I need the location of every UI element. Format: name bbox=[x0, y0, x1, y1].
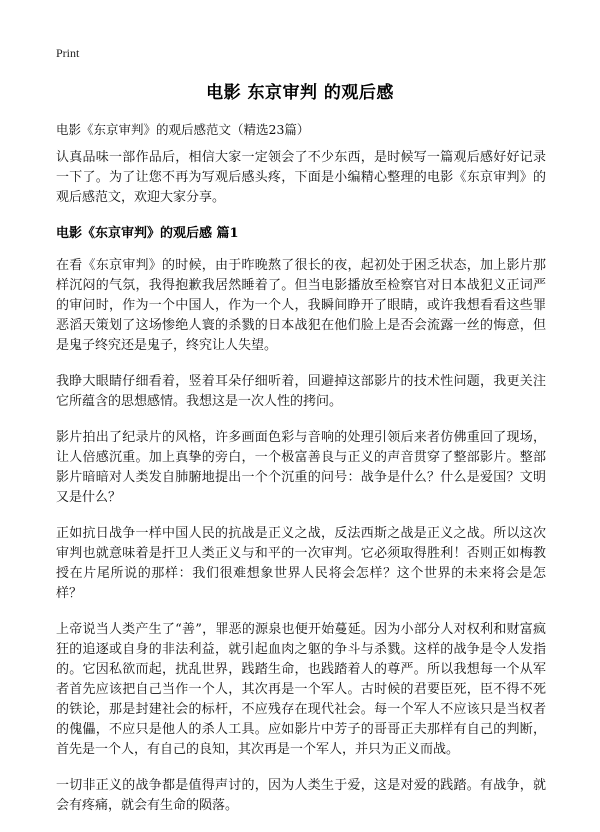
article-paragraph-6: 一切非正义的战争都是值得声讨的，因为人类生于爱，这是对爱的践踏。有战争，就会有疼痛，就会有生命的陨落。 bbox=[56, 778, 546, 813]
article-paragraph-4: 正如抗日战争一样中国人民的抗战是正义之战，反法西斯之战是正义之战。所以这次审判也就意味着是扞卫人类正义与和平的一次审判。它必须取得胜利！否则正如梅教授在片尾所说的那样：我们很难想象世界人民将会怎样？这个世界的未来将会是怎样？ bbox=[56, 526, 546, 601]
intro-paragraph: 认真品味一部作品后，相信大家一定领会了不少东西，是时候写一篇观后感好好记录一下了。为了让您不再为写观后感头疼，下面是小编精心整理的电影《东京审判》的观后感范文，欢迎大家分享。 bbox=[56, 150, 546, 205]
article-paragraph-5: 上帝说当人类产生了“善”，罪恶的源泉也便开始蔓延。因为小部分人对权利和财富疯狂的追逐或自身的非法利益，就引起血肉之躯的争斗与杀戮。这样的战争是令人发指的。它因私欲而起，扰乱世界，践踏生命，也践踏着人的尊严。所以我想每一个从军者首先应该把自己当作一个人，其次再是一个军人。古时候的君要臣死，臣不得不死的铁论，那是封建社会的标杆，不应残存在现代社会。每一个军人不应该只是当权者的傀儡，不应只是他人的杀人工具。应如影片中芳子的哥哥正夫那样有自己的判断，首先是一个人，有自己的良知，其次再是一个军人，并只为正义而战。 bbox=[56, 622, 546, 757]
article-body bbox=[56, 148, 546, 832]
article-paragraph-1: 在看《东京审判》的时候，由于昨晚熬了很长的夜，起初处于困乏状态，加上影片那样沉闷的气氛，我得抱歉我居然睡着了。但当电影播放至检察官对日本战犯义正词严的审问时，作为一个中国人，作为一个人，我瞬间睁开了眼睛，或许我想看看这些罪恶滔天策划了这场惨绝人寰的杀戮的日本战犯在他们脸上是否会流露一丝的悔意，但是鬼子终究还是鬼子，终究让人失望。 bbox=[56, 258, 546, 353]
article-paragraph-3: 影片拍出了纪录片的风格，许多画面色彩与音响的处理引领后来者仿佛重回了现场，让人倍感沉重。加上真挚的旁白，一个极富善良与正义的声音贯穿了整部影片。整部影片暗暗对人类发自肺腑地提出一个个沉重的问号：战争是什么？什么是爱国？文明又是什么？ bbox=[56, 430, 546, 505]
section-heading: 电影《东京审判》的观后感 篇1 bbox=[56, 226, 239, 241]
print-link[interactable]: Print bbox=[56, 46, 80, 60]
article-paragraph-2: 我睁大眼睛仔细看着，竖着耳朵仔细听着，回避掉这部影片的技术性问题，我更关注它所蕴含的思想感情。我想这是一次人性的拷问。 bbox=[56, 374, 546, 409]
page-subtitle: 电影《东京审判》的观后感范文（精选23篇） bbox=[56, 122, 310, 137]
page-title: 电影 东京审判 的观后感 bbox=[206, 83, 394, 103]
